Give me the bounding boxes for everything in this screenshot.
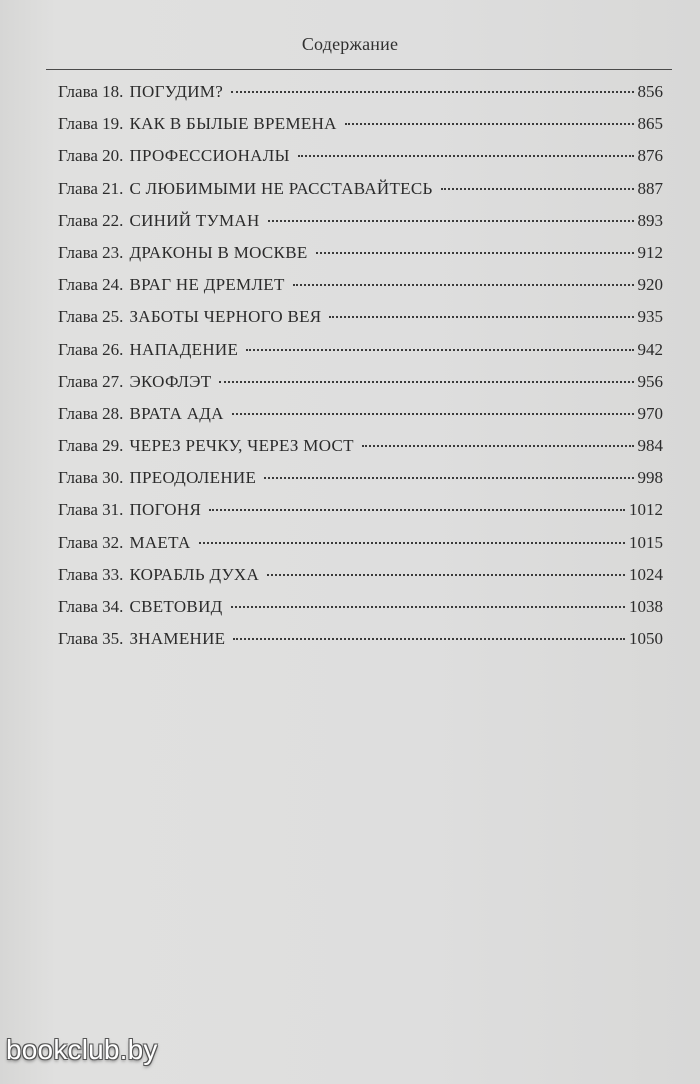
page-number: 956 bbox=[637, 371, 663, 391]
table-of-contents bbox=[58, 82, 663, 661]
chapter-title: ЧЕРЕЗ РЕЧКУ, ЧЕРЕЗ МОСТ bbox=[129, 436, 354, 456]
toc-row bbox=[58, 468, 663, 500]
dot-leader bbox=[329, 316, 633, 318]
chapter-number: Глава 26. bbox=[58, 339, 124, 359]
dot-leader bbox=[441, 188, 634, 190]
chapter-number: Глава 25. bbox=[58, 307, 124, 327]
chapter-number: Глава 18. bbox=[58, 82, 124, 101]
dot-leader bbox=[267, 574, 625, 576]
page-number: 1012 bbox=[629, 500, 663, 520]
chapter-title: ВРАТА АДА bbox=[129, 403, 224, 423]
chapter-number: Глава 22. bbox=[58, 210, 124, 230]
chapter-number: Глава 20. bbox=[58, 146, 124, 166]
page-number: 856 bbox=[637, 82, 663, 101]
dot-leader bbox=[246, 349, 633, 351]
chapter-title: КАК В БЫЛЫЕ ВРЕМЕНА bbox=[129, 114, 337, 134]
dot-leader bbox=[298, 155, 634, 157]
page-number: 970 bbox=[637, 403, 663, 423]
page-number: 865 bbox=[637, 114, 663, 134]
dot-leader bbox=[232, 413, 634, 415]
toc-row bbox=[58, 114, 663, 146]
page-header: Содержание bbox=[301, 34, 399, 54]
dot-leader bbox=[316, 252, 634, 254]
page-number: 1015 bbox=[629, 532, 663, 552]
chapter-title: НАПАДЕНИЕ bbox=[129, 339, 239, 359]
chapter-title: ПРЕОДОЛЕНИЕ bbox=[129, 468, 257, 488]
page-number: 935 bbox=[637, 307, 663, 327]
page-number: 942 bbox=[637, 339, 663, 359]
page-number: 920 bbox=[637, 275, 663, 295]
chapter-title: ПОГУДИМ? bbox=[129, 82, 224, 101]
chapter-number: Глава 32. bbox=[58, 532, 124, 552]
page-number: 1050 bbox=[629, 629, 663, 649]
chapter-title: ПРОФЕССИОНАЛЫ bbox=[129, 146, 290, 166]
chapter-number: Глава 21. bbox=[58, 178, 124, 198]
page-number: 998 bbox=[637, 468, 663, 488]
toc-row bbox=[58, 146, 663, 178]
page-number: 1038 bbox=[629, 597, 663, 616]
dot-leader bbox=[231, 606, 625, 608]
chapter-title: МАЕТА bbox=[129, 532, 191, 552]
toc-row bbox=[58, 404, 663, 436]
chapter-number: Глава 27. bbox=[58, 371, 124, 391]
dot-leader bbox=[264, 477, 633, 479]
dot-leader bbox=[233, 638, 625, 640]
page-number: 984 bbox=[637, 436, 663, 456]
chapter-number: Глава 28. bbox=[58, 403, 124, 423]
chapter-number: Глава 31. bbox=[58, 500, 124, 520]
toc-row bbox=[58, 629, 663, 661]
toc-row bbox=[58, 275, 663, 307]
chapter-title: С ЛЮБИМЫМИ НЕ РАССТАВАЙТЕСЬ bbox=[129, 178, 433, 198]
chapter-number: Глава 19. bbox=[58, 114, 124, 134]
toc-row bbox=[58, 82, 663, 114]
chapter-title: ЗАБОТЫ ЧЕРНОГО ВЕЯ bbox=[129, 307, 322, 327]
chapter-number: Глава 30. bbox=[58, 468, 124, 488]
page-number: 1024 bbox=[629, 564, 663, 584]
chapter-title: ПОГОНЯ bbox=[129, 500, 202, 520]
chapter-number: Глава 23. bbox=[58, 242, 124, 262]
toc-row bbox=[58, 533, 663, 565]
chapter-number: Глава 24. bbox=[58, 275, 124, 295]
dot-leader bbox=[362, 445, 634, 447]
chapter-title: СВЕТОВИД bbox=[129, 597, 223, 616]
toc-row bbox=[58, 179, 663, 211]
toc-row bbox=[58, 243, 663, 275]
toc-row bbox=[58, 340, 663, 372]
chapter-title: ДРАКОНЫ В МОСКВЕ bbox=[129, 242, 308, 262]
chapter-title: ЭКОФЛЭТ bbox=[129, 371, 212, 391]
chapter-number: Глава 35. bbox=[58, 629, 124, 649]
chapter-number: Глава 33. bbox=[58, 564, 124, 584]
page-number: 876 bbox=[637, 146, 663, 166]
chapter-title: СИНИЙ ТУМАН bbox=[129, 210, 260, 230]
dot-leader bbox=[268, 220, 634, 222]
toc-row bbox=[58, 372, 663, 404]
watermark-logo: bookclub.by bbox=[6, 1034, 158, 1065]
toc-row bbox=[58, 565, 663, 597]
chapter-title: ВРАГ НЕ ДРЕМЛЕТ bbox=[129, 275, 285, 295]
chapter-number: Глава 34. bbox=[58, 597, 124, 616]
page-number: 912 bbox=[637, 242, 663, 262]
dot-leader bbox=[209, 509, 625, 511]
toc-row bbox=[58, 500, 663, 532]
page-number: 893 bbox=[637, 210, 663, 230]
toc-row bbox=[58, 597, 663, 629]
dot-leader bbox=[219, 381, 633, 383]
dot-leader bbox=[231, 91, 633, 93]
chapter-title: ЗНАМЕНИЕ bbox=[129, 629, 226, 649]
toc-row bbox=[58, 211, 663, 243]
toc-row bbox=[58, 307, 663, 339]
dot-leader bbox=[293, 284, 634, 286]
dot-leader bbox=[345, 123, 634, 125]
header-rule bbox=[46, 69, 672, 70]
page-number: 887 bbox=[637, 178, 663, 198]
chapter-title: КОРАБЛЬ ДУХА bbox=[129, 564, 260, 584]
toc-row bbox=[58, 436, 663, 468]
chapter-number: Глава 29. bbox=[58, 436, 124, 456]
dot-leader bbox=[199, 542, 625, 544]
